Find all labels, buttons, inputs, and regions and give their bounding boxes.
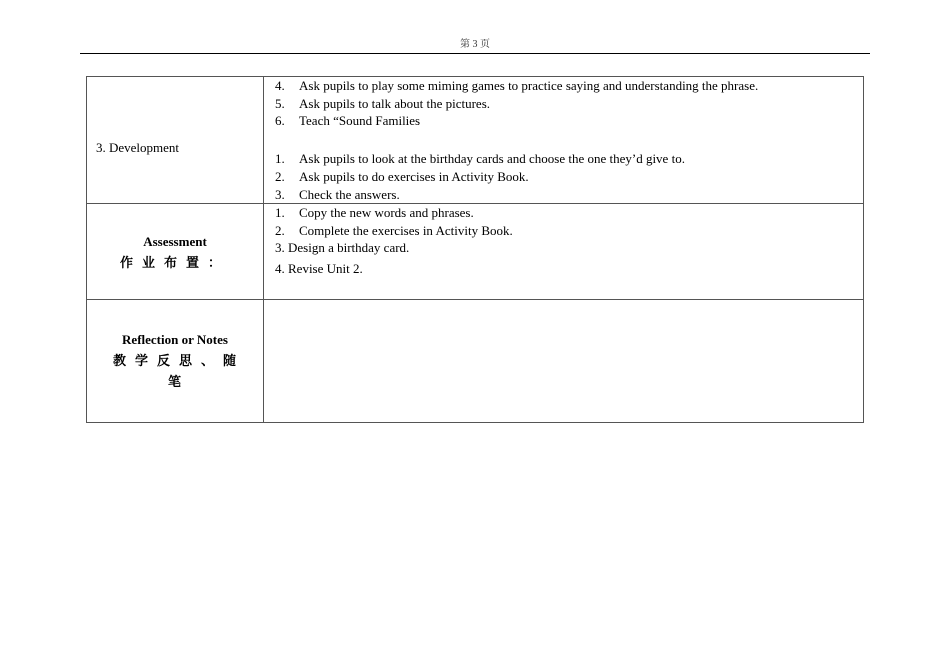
page-number: 第 3 页 xyxy=(460,39,490,50)
assessment-label-cn: 作业布置： xyxy=(119,255,230,271)
lesson-plan-table xyxy=(86,76,864,423)
development-content-cell xyxy=(264,77,864,204)
list-item: 4. Revise Unit 2. xyxy=(275,260,363,276)
development-label: 3. Development xyxy=(96,140,180,155)
reflection-row xyxy=(87,300,864,423)
assessment-content-cell xyxy=(264,204,864,300)
page-header xyxy=(80,38,870,54)
list-item: 3. Design a birthday card. xyxy=(275,240,410,256)
assessment-label-cell xyxy=(87,204,264,300)
list-item: 6. Teach “Sound Families xyxy=(275,113,421,129)
development-row xyxy=(87,77,864,204)
list-item: 2. Complete the exercises in Activity Book. xyxy=(275,222,513,238)
reflection-label-cn: 教学反思、随笔 xyxy=(112,353,245,390)
reflection-label-en: Reflection or Notes xyxy=(122,332,228,348)
list-item: 1. Ask pupils to look at the birthday cards and choose the one they’d give to. xyxy=(275,151,685,167)
list-spacer xyxy=(264,130,863,151)
list-item: 4. Ask pupils to play some miming games to practice saying and understanding the phrase. xyxy=(275,78,759,93)
list-item: 5. Ask pupils to talk about the pictures. xyxy=(275,95,491,111)
development-label-cell xyxy=(87,77,264,204)
reflection-content-cell[interactable] xyxy=(264,300,864,423)
list-item: 1. Copy the new words and phrases. xyxy=(275,205,474,221)
assessment-row xyxy=(87,204,864,300)
list-item: 2. Ask pupils to do exercises in Activity Book. xyxy=(275,168,529,184)
assessment-label-en: Assessment xyxy=(143,234,207,250)
reflection-label-cell xyxy=(87,300,264,423)
list-item: 3. Check the answers. xyxy=(275,186,400,202)
